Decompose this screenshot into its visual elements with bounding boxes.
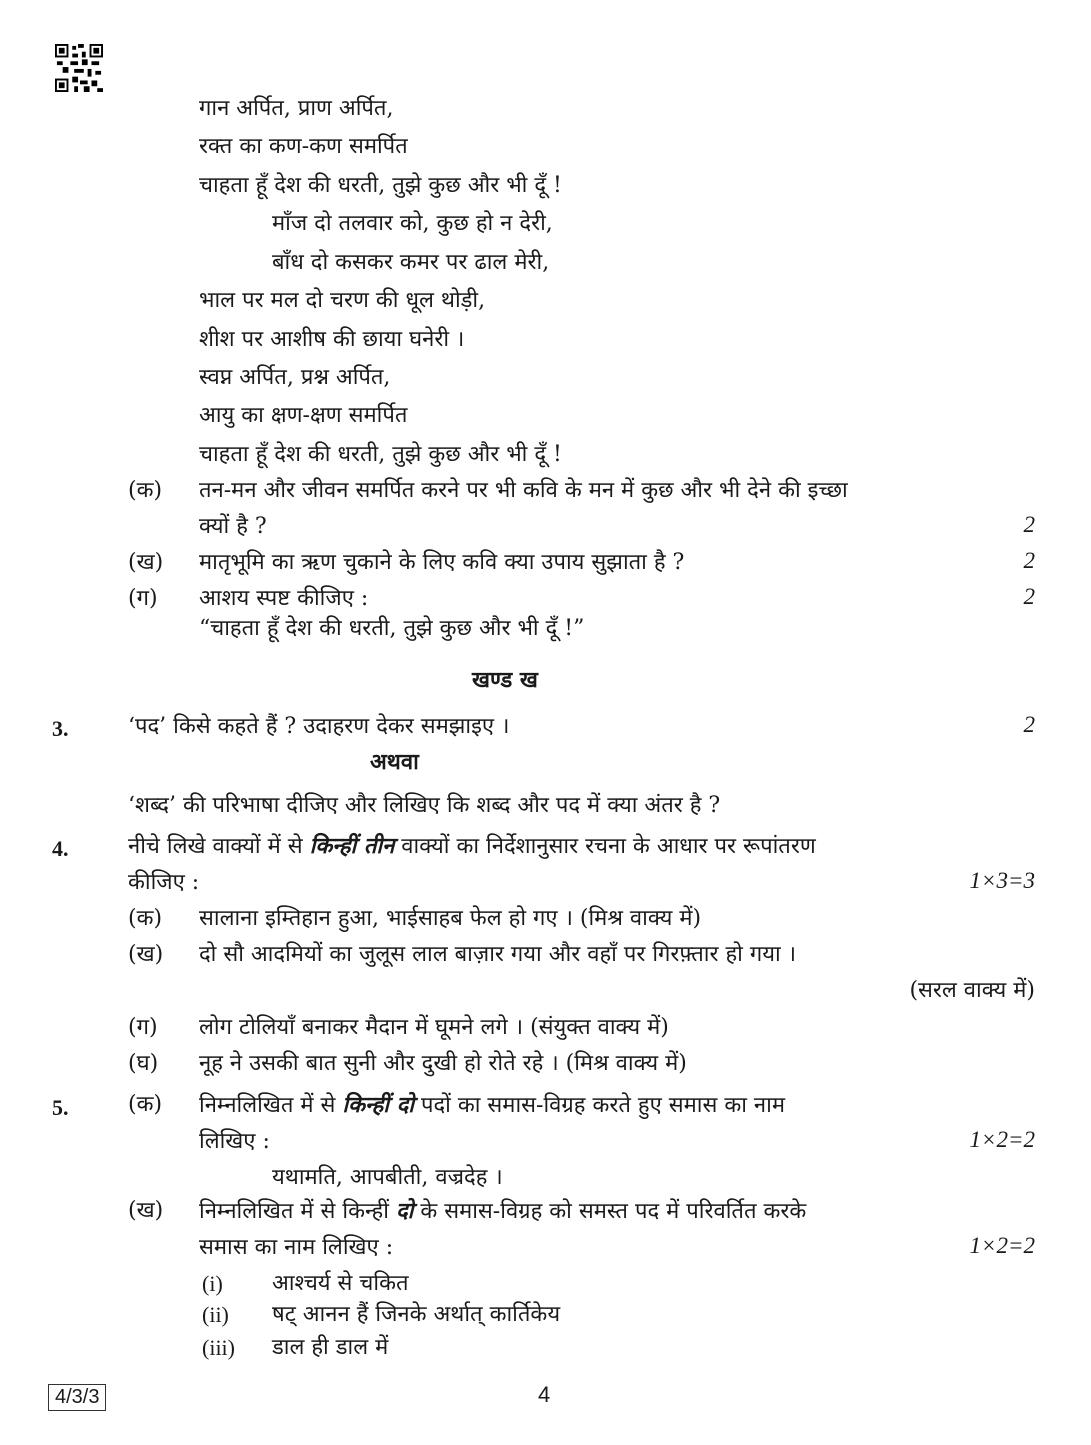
question-text: समास का नाम लिखिए : <box>199 1235 394 1260</box>
word-list: यथामति, आपबीती, वज्रदेह । <box>272 1165 503 1190</box>
question-text: आशय स्पष्ट कीजिए : <box>199 586 369 611</box>
paper-code: 4/3/3 <box>48 1384 106 1411</box>
question-text: ‘शब्द’ की परिभाषा दीजिए और लिखिए कि शब्द और पद में क्या अंतर है ? <box>128 793 721 818</box>
question-text <box>199 1196 806 1227</box>
option-label: (ग) <box>128 586 158 611</box>
question-text: दो सौ आदमियों का जुलूस लाल बाज़ार गया और वहाँ पर गिरफ़्तार हो गया । <box>199 942 797 967</box>
question-text: आश्चर्य से चकित <box>272 1271 409 1296</box>
question-text: क्यों है ? <box>199 514 267 539</box>
sub-label: (ii) <box>202 1302 229 1327</box>
text-span: निम्नलिखित में से <box>199 1093 343 1118</box>
option-label: (क) <box>128 478 163 503</box>
poem-line: रक्त का कण-कण समर्पित <box>199 134 408 159</box>
option-label: (ख) <box>128 550 164 575</box>
text-span: के समास-विग्रह को समस्त पद में परिवर्तित करके <box>413 1199 807 1224</box>
poem-line: स्वप्न अर्पित, प्रश्न अर्पित, <box>199 365 391 390</box>
marks: 1×2=2 <box>969 1233 1035 1258</box>
marks: 2 <box>1023 712 1035 737</box>
sub-label: (i) <box>202 1271 223 1296</box>
poem-line: शीश पर आशीष की छाया घनेरी । <box>199 327 465 352</box>
question-text: मातृभूमि का ऋण चुकाने के लिए कवि क्या उपाय सुझाता है ? <box>199 550 685 575</box>
qr-code-icon <box>55 44 103 92</box>
section-title: खण्ड ख <box>472 667 538 693</box>
option-label: (ग) <box>128 1015 158 1040</box>
question-text: षट् आनन हैं जिनके अर्थात् कार्तिकेय <box>272 1302 561 1327</box>
question-text: “चाहता हूँ देश की धरती, तुझे कुछ और भी दूँ !” <box>199 616 585 641</box>
sub-label: (iii) <box>202 1335 235 1360</box>
text-span: निम्नलिखित में से किन्हीं <box>199 1199 396 1224</box>
question-text: ‘पद’ किसे कहते हैं ? उदाहरण देकर समझाइए । <box>128 714 510 739</box>
question-number: 3. <box>52 716 69 741</box>
question-text <box>199 1090 785 1121</box>
question-note: (सरल वाक्य में) <box>909 978 1035 1003</box>
option-label: (ख) <box>128 1198 164 1223</box>
question-text: सालाना इम्तिहान हुआ, भाईसाहब फेल हो गए । (मिश्र वाक्य में) <box>199 906 702 931</box>
or-label: अथवा <box>370 749 419 775</box>
question-text <box>128 831 816 862</box>
question-text: लिखिए : <box>199 1129 270 1154</box>
poem-line: चाहता हूँ देश की धरती, तुझे कुछ और भी दूँ ! <box>199 173 562 198</box>
question-text: कीजिए : <box>128 870 200 895</box>
question-text: डाल ही डाल में <box>272 1335 389 1360</box>
question-text: नूह ने उसकी बात सुनी और दुखी हो रोते रहे । (मिश्र वाक्य में) <box>199 1051 687 1076</box>
poem-line: भाल पर मल दो चरण की धूल थोड़ी, <box>199 288 486 313</box>
marks: 1×3=3 <box>969 868 1035 893</box>
text-span: पदों का समास-विग्रह करते हुए समास का नाम <box>413 1093 785 1118</box>
question-text: तन-मन और जीवन समर्पित करने पर भी कवि के मन में कुछ और भी देने की इच्छा <box>199 478 848 503</box>
poem-line: गान अर्पित, प्राण अर्पित, <box>199 96 394 121</box>
option-label: (घ) <box>128 1051 159 1076</box>
marks: 2 <box>1023 584 1035 609</box>
poem-line: माँज दो तलवार को, कुछ हो न देरी, <box>272 211 553 236</box>
page-number: 4 <box>538 1382 551 1407</box>
emphasis-text: दो <box>395 1198 414 1224</box>
poem-line: आयु का क्षण-क्षण समर्पित <box>199 403 408 428</box>
option-label: (क) <box>128 906 163 931</box>
marks: 2 <box>1023 548 1035 573</box>
text-span: नीचे लिखे वाक्यों में से <box>128 834 310 859</box>
question-number: 5. <box>52 1095 69 1120</box>
emphasis-text: किन्हीं दो <box>342 1092 414 1118</box>
poem-line: चाहता हूँ देश की धरती, तुझे कुछ और भी दूँ ! <box>199 442 562 467</box>
marks: 2 <box>1023 512 1035 537</box>
emphasis-text: किन्हीं तीन <box>309 833 395 859</box>
option-label: (ख) <box>128 942 164 967</box>
text-span: वाक्यों का निर्देशानुसार रचना के आधार पर रूपांतरण <box>394 834 816 859</box>
question-number: 4. <box>52 836 69 861</box>
option-label: (क) <box>128 1092 163 1117</box>
question-text: लोग टोलियाँ बनाकर मैदान में घूमने लगे । (संयुक्त वाक्य में) <box>199 1015 669 1040</box>
marks: 1×2=2 <box>969 1127 1035 1152</box>
poem-line: बाँध दो कसकर कमर पर ढाल मेरी, <box>272 250 550 275</box>
